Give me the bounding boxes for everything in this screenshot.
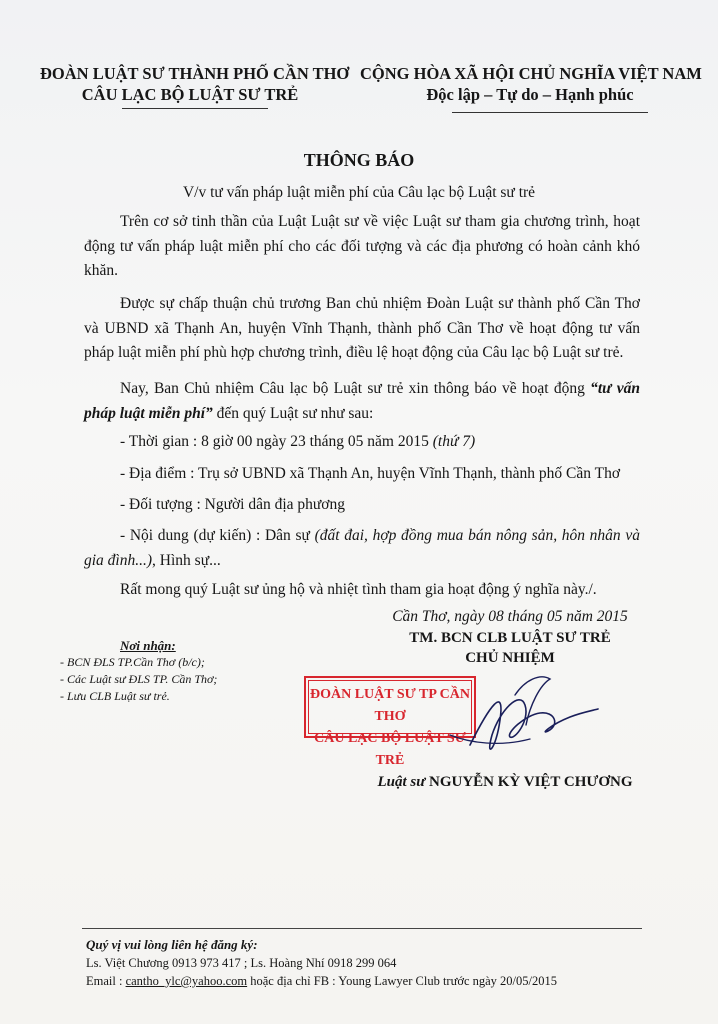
footer-email-tail: hoặc địa chỉ FB : Young Lawyer Club trước ngày 20/05/2015 bbox=[247, 974, 558, 988]
recipients-title: Nơi nhận: bbox=[120, 638, 176, 653]
signature-date: Cần Thơ, ngày 08 tháng 05 năm 2015 bbox=[392, 608, 628, 625]
organization-name: ĐOÀN LUẬT SƯ THÀNH PHỐ CẦN THƠ bbox=[40, 64, 350, 83]
national-motto: Độc lập – Tự do – Hạnh phúc bbox=[426, 85, 634, 104]
club-name: CÂU LẠC BỘ LUẬT SƯ TRẺ bbox=[81, 85, 299, 104]
header-left-underline bbox=[122, 108, 268, 109]
item-place: - Địa điểm : Trụ sở UBND xã Thạnh An, huyện Vĩnh Thạnh, thành phố Cần Thơ bbox=[120, 465, 621, 482]
stamp-line2: CÂU LẠC BỘ LUẬT SƯ TRẺ bbox=[314, 731, 466, 768]
signer-name: NGUYỄN KỲ VIỆT CHƯƠNG bbox=[429, 774, 633, 790]
paragraph-3-emphasis: “tư vấn pháp luật miễn phí” bbox=[84, 380, 640, 422]
paragraph-3-start: Nay, Ban Chủ nhiệm Câu lạc bộ Luật sư trẻ xin thông báo về hoạt động bbox=[120, 380, 591, 397]
footer-lead: Quý vị vui lòng liên hệ đăng ký: bbox=[86, 937, 258, 952]
closing-paragraph: Rất mong quý Luật sư ủng hộ và nhiệt tình tham gia hoạt động ý nghĩa này./. bbox=[120, 581, 597, 598]
item-content bbox=[84, 524, 640, 573]
item-content-end: , Hình sự... bbox=[152, 551, 221, 569]
footer-divider bbox=[82, 928, 642, 929]
recipients bbox=[60, 637, 217, 705]
recipient-item: - Các Luật sư ĐLS TP. Cần Thơ; bbox=[60, 672, 218, 686]
national-title: CỘNG HÒA XÃ HỘI CHỦ NGHĨA VIỆT NAM bbox=[360, 64, 702, 83]
handwritten-signature bbox=[430, 665, 620, 775]
footer-email-label: Email : bbox=[86, 974, 126, 988]
paragraph-3-end: đến quý Luật sư như sau: bbox=[212, 404, 374, 422]
signature-title-line1: TM. BCN CLB LUẬT SƯ TRẺ bbox=[409, 630, 611, 646]
item-content-note: (đất đai, hợp đồng mua bán nông sản, hôn nhân và gia đình...) bbox=[84, 527, 640, 569]
item-time bbox=[84, 430, 640, 455]
paragraph-3 bbox=[84, 377, 640, 426]
paragraph-1: Trên cơ sở tinh thần của Luật Luật sư về việc Luật sư tham gia chương trình, hoạt động tư vấn pháp luật miễn phí cho các đối tượng và các địa phương có hoàn cảnh khó khăn. bbox=[84, 213, 640, 279]
national-header bbox=[360, 63, 700, 105]
footer-contact bbox=[86, 936, 557, 990]
item-time-note: (thứ 7) bbox=[432, 433, 476, 450]
header-right-underline bbox=[452, 112, 648, 113]
recipient-item: - BCN ĐLS TP.Cần Thơ (b/c); bbox=[60, 655, 205, 669]
signer-role: Luật sư bbox=[377, 774, 426, 790]
footer-contacts: Ls. Việt Chương 0913 973 417 ; Ls. Hoàng Nhí 0918 299 064 bbox=[86, 956, 397, 970]
item-target: - Đối tượng : Người dân địa phương bbox=[120, 496, 346, 513]
signature-title-line2: CHỦ NHIỆM bbox=[465, 650, 555, 666]
stamp-line1: ĐOÀN LUẬT SƯ TP CẦN THƠ bbox=[310, 687, 470, 724]
paragraph-2: Được sự chấp thuận chủ trương Ban chủ nhiệm Đoàn Luật sư thành phố Cần Thơ và UBND xã Thạnh An, huyện Vĩnh Thạnh, thành phố Cần Thơ về hoạt động tư vấn pháp luật miễn phí phù hợp chương trình, điều lệ hoạt động của Câu lạc bộ Luật sư trẻ. bbox=[84, 295, 640, 361]
signer bbox=[340, 774, 670, 791]
document-subject: V/v tư vấn pháp luật miễn phí của Câu lạc bộ Luật sư trẻ bbox=[182, 184, 536, 201]
item-content-start: - Nội dung (dự kiến) : Dân sự bbox=[120, 527, 315, 544]
organization-header bbox=[40, 63, 350, 105]
footer-email-link[interactable]: cantho_ylc@yahoo.com bbox=[125, 974, 248, 988]
document-title: THÔNG BÁO bbox=[303, 150, 415, 170]
item-time-text: - Thời gian : 8 giờ 00 ngày 23 tháng 05 năm 2015 bbox=[120, 433, 433, 450]
recipient-item: - Lưu CLB Luật sư trẻ. bbox=[60, 689, 170, 703]
signature-title bbox=[360, 628, 660, 668]
footer-email-line bbox=[86, 972, 557, 990]
